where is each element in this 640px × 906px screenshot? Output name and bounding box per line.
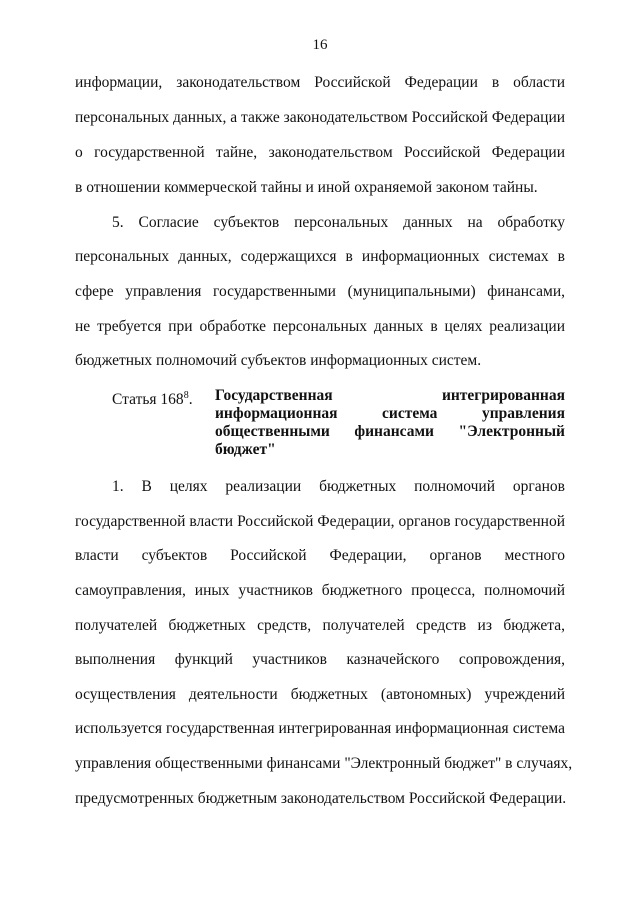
text-line: выполнения функций участников казначейского сопровождения,	[75, 651, 565, 668]
text-line: о государственной тайне, законодательством Российской Федерации	[75, 144, 565, 161]
text-line: самоуправления, иных участников бюджетного процесса, полномочий	[75, 582, 565, 599]
text-line: используется государственная интегрированная информационная система	[75, 720, 565, 737]
article-label: Статья $168^8$.	[112, 390, 193, 408]
text-line: в отношении коммерческой тайны и иной охраняемой законом тайны.	[75, 179, 538, 196]
text-line: государственной власти Российской Федерации, органов государственной	[75, 513, 565, 530]
article-title	[215, 387, 565, 459]
text-line: управления общественными финансами "Электронный бюджет" в случаях,	[75, 755, 573, 772]
page-number: 16	[312, 37, 328, 53]
text-line: власти субъектов Российской Федерации, органов местного	[75, 547, 565, 564]
text-line: информации, законодательством Российской Федерации в области	[75, 74, 565, 91]
text-line: сфере управления государственными (муниципальными) финансами,	[75, 283, 565, 300]
text-line: 1. В целях реализации бюджетных полномочий органов	[112, 478, 565, 495]
text-line: персональных данных, а также законодательством Российской Федерации	[75, 109, 566, 126]
text-line: получателей бюджетных средств, получателей средств из бюджета,	[75, 617, 565, 634]
article-title-line: общественными финансами "Электронный	[215, 423, 565, 440]
text-line: бюджетных полномочий субъектов информационных систем.	[75, 352, 482, 369]
article-superscript: 8	[183, 390, 189, 401]
article-number: Статья 168	[112, 391, 184, 408]
text-line: персональных данных, содержащихся в информационных системах в	[75, 248, 565, 265]
text-line: предусмотренных бюджетным законодательством Российской Федерации.	[75, 790, 567, 807]
text-line: осуществления деятельности бюджетных (автономных) учреждений	[75, 686, 565, 703]
article-title-line: информационная система управления	[215, 405, 565, 422]
article-title-line: Государственная интегрированная	[215, 387, 565, 404]
article-title-line: бюджет"	[215, 441, 276, 458]
text-line: 5. Согласие субъектов персональных данных на обработку	[112, 214, 565, 231]
text-line: не требуется при обработке персональных данных в целях реализации	[75, 318, 565, 335]
